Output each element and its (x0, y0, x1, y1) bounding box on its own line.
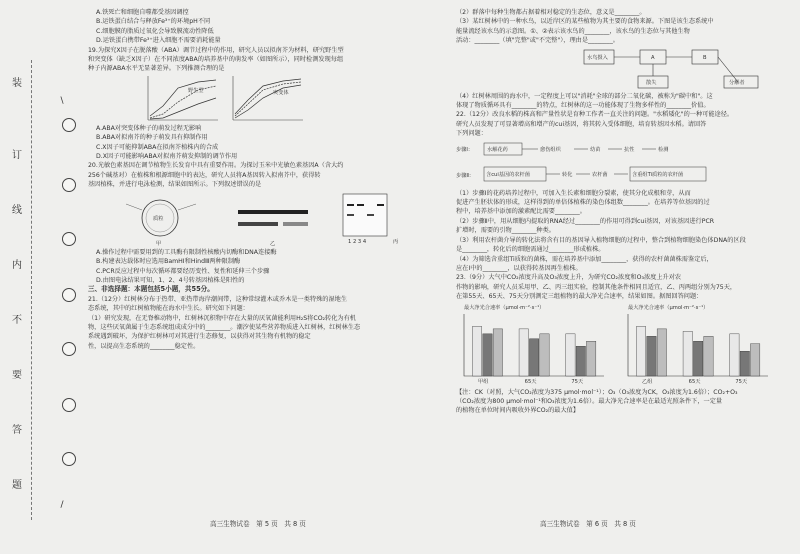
question-22-text: 应在Ⅰ中的________，以获得转基因再生植株。 (456, 264, 582, 272)
energy-flow-diagram (456, 46, 786, 92)
gene-map (238, 210, 308, 247)
binding-hole (62, 342, 76, 356)
curve-label: 野生型 (188, 87, 204, 94)
step1-label: 步骤Ⅰ： (456, 146, 474, 153)
flow-box-label: 散失 (646, 79, 657, 86)
step-box-label: 含cui基因的农杆菌 (486, 171, 530, 178)
question-21-text: （3）某红树林中的一种水鸟，以近岸区的某些植物为其主要的食物来源。下图是该生态系统中 (456, 18, 714, 26)
question-21-text: 21.（12分）红树林分布于热带、亚热带海岸潮间带，这种常绿灌木或乔木是一类特殊的湿地生 (88, 295, 348, 303)
section-heading: 三、非选择题：本题包括5小题，共55分。 (88, 285, 214, 294)
footnote: 【注：CK（对照，大气CO₂浓度为375 μmol·mol⁻¹）；O₃（O₃浓度为CK，O₃浓度为1.6倍）；CO₂+O₃ (456, 388, 738, 396)
left-column (88, 8, 433, 351)
bar (519, 328, 528, 375)
plasmid-diagram (126, 200, 196, 247)
bar (683, 331, 692, 376)
binding-label: 题 (12, 480, 22, 491)
x-tick-label: 乙组 (642, 378, 653, 385)
step-box-label: 转化 (562, 171, 573, 178)
bar (586, 341, 595, 376)
question-19-text: 种子内源ABA水平无显著差异。下列推测合理的是 (88, 65, 225, 73)
binding-mark: \ (60, 96, 64, 106)
binding-label-top: 装 (12, 78, 22, 89)
binding-label: 订 (12, 150, 22, 161)
bar (529, 338, 538, 375)
x-tick-label: 75天 (735, 378, 748, 385)
question-22-text: 扩增时，需要的引物________种类。 (456, 227, 555, 235)
footnote: 的植物在单位时间内吸收外界CO₂的最大值】 (456, 407, 580, 415)
x-tick-label: 甲组 (478, 378, 489, 385)
question-22-text: （1）步骤Ⅰ的花药培养过程中，可加入生长素和细胞分裂素，使其分化成根和芽，从而 (456, 189, 691, 197)
binding-hole (62, 178, 76, 192)
flow-box-label: 分解者 (729, 79, 745, 86)
bar (493, 328, 502, 375)
question-20-figure (88, 190, 433, 248)
bar (636, 326, 645, 376)
binding-label: 线 (12, 205, 22, 216)
bar (576, 346, 585, 376)
bar (740, 351, 749, 376)
figure-caption-bing: 丙 (393, 238, 399, 245)
step-box-label: 含重组Ti质粒的农杆菌 (632, 171, 684, 178)
option-line: D.运铁蛋白携带Fe³⁺进入细胞不需要消耗能量 (96, 37, 221, 45)
figure-caption-yi: 乙 (270, 240, 276, 247)
option-line: C.PCR反应过程中每次循环都要经历变性、复性和延伸三个步骤 (96, 267, 270, 275)
step-box-label: 幼苗 (590, 146, 601, 153)
option-line: B.构建表达载体时应选用BamHⅠ和HindⅢ两种限制酶 (96, 258, 241, 266)
flow-box-label: B (703, 54, 707, 61)
option-line: C.X因子可能抑制ABA在拟南芥植株内的合成 (96, 143, 219, 151)
step-box-label: 水解花药 (487, 146, 508, 153)
question-21-text: 活动：________（填"完整"或"不完整"），理由是________。 (456, 37, 619, 45)
bar (540, 333, 549, 375)
question-21-text: 能量流经该水鸟的示意图。①、②表示该水鸟的________，该水鸟的生态位与其他生物 (456, 27, 690, 35)
question-22-text: 研究人员发现了可显著增高和增产的cui基因，将其转入受体细胞，培育转基因水稻。请回答 (456, 120, 707, 128)
question-19-figure (88, 74, 433, 124)
step-box-label: 抗性 (624, 146, 635, 153)
right-column (456, 8, 786, 416)
bar (483, 333, 492, 375)
question-21-text: 性，以提高生态系统的________稳定性。 (88, 342, 200, 350)
binding-hole (62, 118, 76, 132)
question-19-text: 和突变体（缺乏X因子）在不同浓度ABA的培养基中的萌发率（如图所示），同时检测发现每组 (88, 56, 344, 64)
question-21-text: （2）群落中每种生物都占据着相对稳定的生态位，意义是________。 (456, 9, 646, 16)
plasmid-label: 质粒 (153, 215, 164, 222)
question-21-text: （4）红树林周围的海水中，一定程度上可以"消耗"全球的部分二氧化碳，被称为"碳中和"。这 (456, 92, 713, 100)
binding-hole (62, 288, 76, 302)
bar-chart-1 (464, 303, 604, 385)
curve-panel-left (148, 76, 218, 120)
question-20-text: 基因植株，并进行电泳检测，结果如图所示。下列叙述错误的是 (88, 181, 262, 189)
binding-dashed-line (31, 60, 32, 520)
x-tick-label: 75天 (571, 378, 584, 385)
question-22-text: 是________，转化后的细胞需通过________形成植株。 (456, 246, 605, 254)
step-box-label: 农杆菌 (592, 171, 608, 178)
germination-curves (88, 74, 433, 124)
question-22-text: （2）步骤Ⅱ中，用从细胞内提取的RNA经过________的作用可得到cui基因，对该基因进行PCR (456, 217, 715, 225)
question-21-text: （1）研究发现，在无脊椎动物中，红树林沉积物中存在大量的厌氧菌能利用H₂S将CO₂转化为有机 (88, 314, 356, 322)
binding-label: 内 (12, 260, 22, 271)
question-21-text: 物，这些厌氧菌属于生态系统组成成分中的________。潮汐使某些营养物质进入红树林，红树林生态 (88, 323, 361, 331)
x-tick-label: 65天 (524, 378, 537, 385)
chart-title: 最大净光合速率（μmol·m⁻²·s⁻¹） (464, 304, 545, 311)
question-21-text: 态系统，其中的红树植物能在海水中生长。研究如下问题： (88, 305, 249, 313)
option-line: D.由图电泳结果可知，1、2、4号转基因植株是阳性的 (96, 276, 245, 284)
option-line: B.ABA对拟南芥的种子萌发具有抑制作用 (96, 134, 208, 142)
step-diagram (456, 139, 786, 189)
question-22-text: 程中，培养基中添加的激素配比需要________。 (456, 208, 586, 216)
bar (750, 343, 759, 375)
footnote: （CO₂浓度为800 μmol·mol⁻¹和O₃浓度为1.6倍）。最大净光合速率是在最适光照条件下，一定量 (456, 397, 723, 405)
bar (647, 336, 656, 376)
question-19-text: 19.为探究X因子在脱落酸（ABA）调节过程中的作用，研究人员以拟南芥为材料，研究野生型 (88, 46, 344, 54)
x-tick-label: 65天 (688, 378, 701, 385)
option-line: D.X因子可能影响ABA对拟南芥萌发抑制的调节作用 (96, 153, 238, 161)
binding-label: 答 (12, 425, 22, 436)
bar-chart-2 (628, 303, 768, 385)
bar (693, 341, 702, 376)
step2-label: 步骤Ⅱ： (456, 172, 475, 179)
option-line: C.细胞膜的脂质过氧化会导致膜流动性降低 (96, 27, 214, 35)
flow-box-label: A (651, 54, 655, 61)
option-line: A.操作过程中需要用到的工具酶有限制性核酸内切酶和DNA连接酶 (96, 248, 277, 256)
page-footer-right: 高三生物试卷 第 6 页 共 8 页 (540, 520, 636, 528)
question-23-text: 作物的影响，研究人员采用甲、乙、丙三组实验，控制其他条件相同且适宜，乙、丙两组分别为75天， (456, 283, 737, 291)
question-22-text: （4）为筛选含重组Ti质粒的菌株，需在培养基中添加________，获得的农杆菌菌株需鉴定后， (456, 255, 713, 263)
q23-charts (456, 302, 786, 388)
binding-hole (62, 452, 76, 466)
binding-margin (0, 0, 80, 554)
question-22-text: 促进产生胚状体的形成，这样得到的单倍体植株的染色体组数________。在培养等位基因的过 (456, 199, 710, 207)
gel-lane-labels: 1 2 3 4 (348, 238, 367, 245)
step-box-label: 愈伤组织 (540, 146, 561, 153)
option-line: A.ABA对突变体种子的萌发过程无影响 (96, 124, 202, 132)
bar (657, 328, 666, 375)
binding-label: 不 (12, 315, 22, 326)
binding-hole (62, 232, 76, 246)
bar (566, 333, 575, 375)
binding-hole (62, 398, 76, 412)
gel-image (343, 194, 398, 245)
question-22-text: 22.（12分）改良水稻的株高和产量性状是育种工作者一直关注的问题。"水稻矮化"的一种可能途径。 (456, 111, 734, 119)
question-21-text: 系统遇到破坏，为保护红树林可对其进行生态修复，以获得对其生物有机物的稳定 (88, 333, 311, 341)
question-23-text: 在第55天、65天、75天分别测定三组植物的最大净光合速率，结果如图。据图回答问题： (456, 293, 703, 301)
bar (704, 336, 713, 376)
page-footer-left: 高三生物试卷 第 5 页 共 8 页 (210, 520, 306, 528)
photosynthesis-bar-charts (456, 302, 786, 388)
binding-mark: / (60, 500, 64, 510)
question-22-text: 下列问题： (456, 130, 487, 138)
option-line: B.运铁蛋白结合与释放Fe³⁺的环境pH不同 (96, 18, 211, 26)
bar (730, 333, 739, 375)
flow-box-label: 水鸟摄入 (587, 54, 608, 61)
binding-label: 要 (12, 370, 22, 381)
question-20-text: 20.光敏色素基因在调节植物生长发育中具有重要作用。为探讨玉米中光敏色素基因A（含大约 (88, 162, 344, 170)
question-21-text: 体现了物质循环具有________的特点，红树林的这一功能体现了生物多样性的________价值。 (456, 102, 710, 110)
option-line: A.铁死亡和细胞自噬都受基因调控 (96, 9, 189, 16)
curve-label: 突变体 (273, 89, 289, 96)
curve-panel-right (233, 76, 303, 120)
bar (472, 326, 481, 376)
question-22-text: （3）利用农杆菌介导的转化法将含有目的基因导入植物细胞的过程中，整合到植物细胞染色体DNA的区段 (456, 236, 746, 244)
figure-caption-jia: 甲 (156, 240, 162, 247)
transgene-figure (88, 190, 433, 248)
question-20-text: 256个碱基对）在植株和根源细胞中的表达，研究人员将A基因转入拟南芥中，获得转 (88, 171, 321, 179)
step-box-label: 检测 (658, 146, 669, 153)
question-23-text: 23.（9分）大气中CO₂浓度升高及O₃浓度上升，为研究CO₂浓度和O₃浓度上升对农 (456, 274, 682, 282)
chart-title: 最大净光合速率（μmol·m⁻²·s⁻¹） (628, 304, 709, 311)
